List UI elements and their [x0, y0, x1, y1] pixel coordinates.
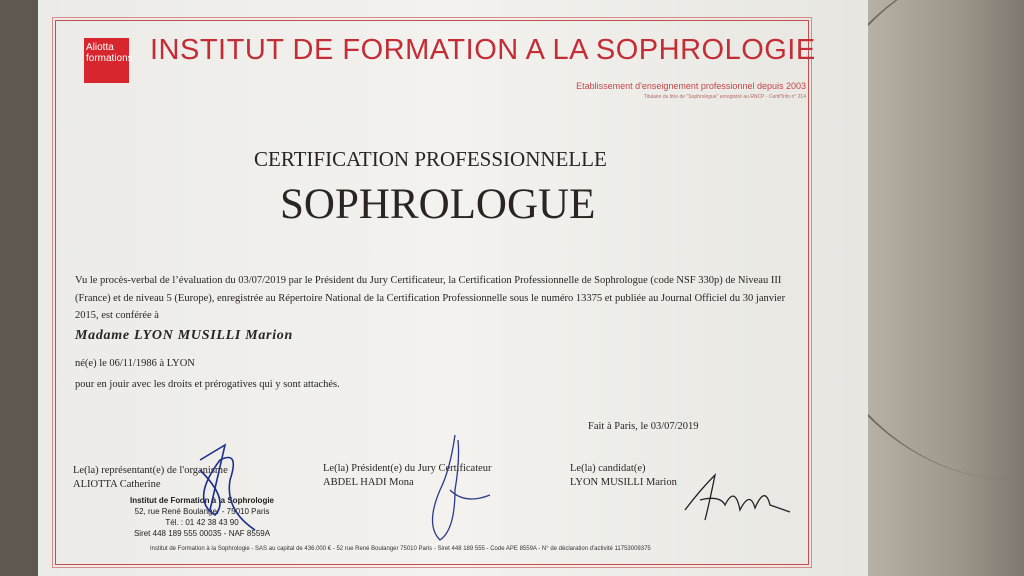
logo-line2: formations — [86, 53, 133, 64]
aliotta-logo — [84, 38, 133, 83]
place-date: Fait à Paris, le 03/07/2019 — [588, 421, 699, 432]
institute-title: INSTITUT DE FORMATION A LA SOPHROLOGIE — [150, 34, 816, 66]
signature-name: ALIOTTA Catherine — [73, 479, 161, 490]
background-left — [0, 0, 40, 576]
handwritten-signature-candidate — [680, 470, 800, 530]
handwritten-signature-organisation — [170, 440, 280, 540]
logo-line1: Aliotta — [86, 42, 114, 53]
signature-role: Le(la) Président(e) du Jury Certificateur — [323, 463, 492, 474]
recipient-name: Madame LYON MUSILLI Marion — [75, 328, 293, 343]
birth-info: né(e) le 06/11/1986 à LYON — [75, 358, 195, 369]
stamp-line3: Tél. : 01 42 38 43 90 — [165, 518, 239, 527]
registration-text: Titulaire du titre de "Sophrologue" enregistré au RNCP - Certif'Info n° 214 — [643, 94, 806, 100]
body-paragraph: Vu le procès-verbal de l’évaluation du 03/07/2019 par le Président du Jury Certificateur, la Certification Professionnelle de Sophrologue (code NSF 330p) de Niveau III (France) et de niveau 5 (Europe), enregistrée au Répertoire National de la Certification Professionnelle sous le numéro 13375 et publiée au Journal Officiel du 30 janvier 2015, est conférée à — [75, 275, 786, 321]
rights-text: pour en jouir avec les droits et prérogatives qui y sont attachés. — [75, 379, 340, 390]
signature-role: Le(la) candidat(e) — [570, 463, 646, 474]
stamp-line2: 52, rue René Boulanger - 75010 Paris — [134, 507, 270, 516]
stamp-line1: Institut de Formation à la Sophrologie — [130, 496, 275, 505]
footer-legal: Institut de Formation à la Sophrologie - SAS au capital de 436.000 € - 52 rue René Boulanger 75010 Paris - Siret 448 189 555 - Code APE 8559A - N° de déclaration d'activité 11753009375 — [150, 546, 651, 552]
signature-name: ABDEL HADI Mona — [323, 477, 414, 488]
signature-name: LYON MUSILLI Marion — [570, 477, 677, 488]
signature-block-candidate — [570, 462, 677, 490]
stamp-line4: Siret 448 189 555 00035 - NAF 8559A — [133, 529, 271, 538]
handwritten-signature-jury — [410, 430, 500, 542]
certificate-title: SOPHROLOGUE — [280, 181, 596, 228]
certificate-type: CERTIFICATION PROFESSIONNELLE — [254, 147, 607, 171]
established-text: Etablissement d'enseignement professionnel depuis 2003 — [576, 81, 806, 91]
signature-role: Le(la) représentant(e) de l'organisme — [73, 465, 228, 476]
